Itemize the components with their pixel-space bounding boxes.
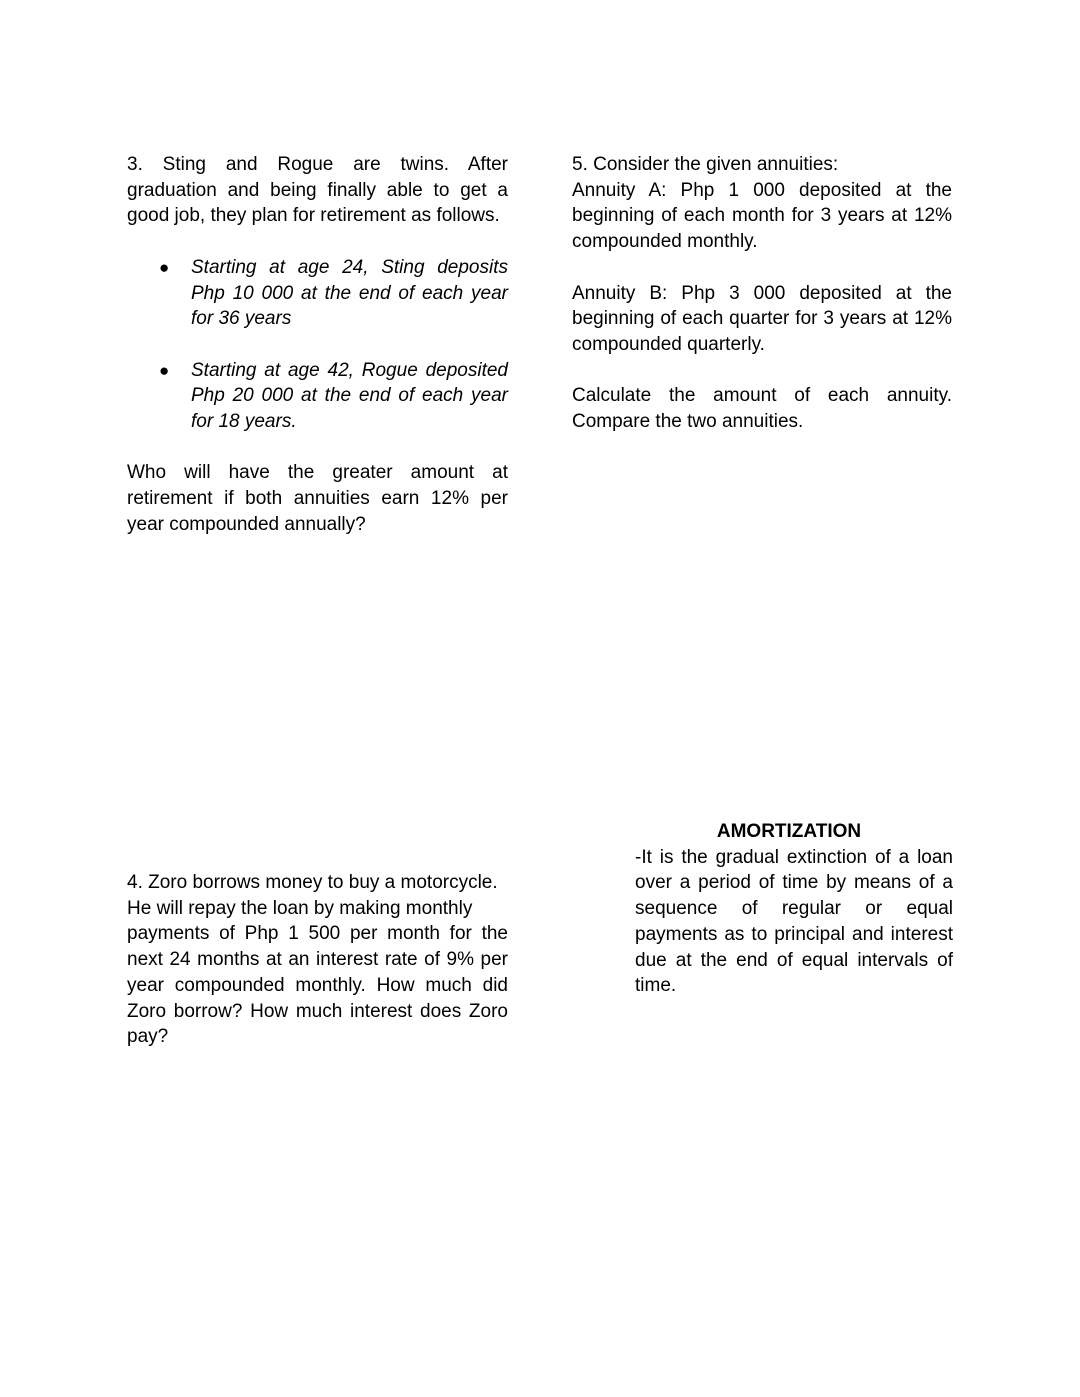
bullet-dot-icon: ● (159, 360, 170, 380)
problem-5-title: 5. Consider the given annuities: (572, 154, 839, 175)
amortization-definition: -It is the gradual extinction of a loan over a period of time by means of a sequence of regular or equal payments as to principal and interest due at the end of equal intervals of time. (635, 846, 953, 997)
bullet-rogue (127, 358, 508, 435)
bullet-sting-text: Starting at age 24, Sting deposits Php 10 000 at the end of each year for 36 years (191, 256, 508, 330)
problem-4-line-1: 4. Zoro borrows money to buy a motorcycle. (127, 872, 498, 893)
bullet-rogue-text: Starting at age 42, Rogue deposited Php 20 000 at the end of each year for 18 years. (191, 359, 508, 432)
annuity-a-text: Annuity A: Php 1 000 deposited at the beginning of each month for 3 years at 12% compounded monthly. (572, 179, 952, 253)
spacer (572, 358, 952, 384)
annuity-b-text: Annuity B: Php 3 000 deposited at the beginning of each quarter for 3 years at 12% compounded quarterly. (572, 282, 952, 355)
problem-3-intro: 3. Sting and Rogue are twins. After graduation and being finally able to get a good job, they plan for retirement as follows. (127, 154, 508, 227)
bullet-dot-icon: ● (159, 257, 170, 277)
amortization-heading: AMORTIZATION (716, 821, 862, 842)
problem-3-question: Who will have the greater amount at retirement if both annuities earn 12% per year compounded annually? (127, 462, 508, 535)
problem-4-line-2: He will repay the loan by making monthly (127, 897, 473, 919)
bullet-sting (127, 255, 508, 332)
problem-5-instruction: Calculate the amount of each annuity. Compare the two annuities. (572, 385, 952, 432)
spacer (572, 255, 952, 281)
problem-3-bullet-list (127, 255, 508, 435)
problem-4 (127, 870, 508, 1050)
problem-5 (572, 152, 952, 435)
amortization-section (635, 819, 953, 999)
problem-4-rest: payments of Php 1 500 per month for the next 24 months at an interest rate of 9% per year compounded monthly. How much did Zoro borrow? How much interest does Zoro pay? (127, 923, 508, 1048)
problem-3 (127, 152, 508, 538)
